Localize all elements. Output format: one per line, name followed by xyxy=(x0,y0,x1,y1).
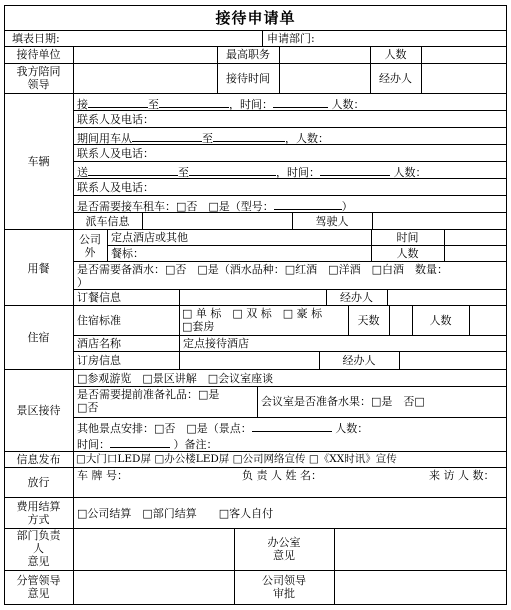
other-spots-line xyxy=(77,420,368,435)
grid-divider xyxy=(334,528,335,605)
send-time-text: ，时间： xyxy=(276,166,320,179)
office-opinion-label xyxy=(234,536,334,562)
rental-model-blank[interactable] xyxy=(274,198,342,210)
apply-dept-label: 申请部门: xyxy=(267,32,315,45)
dept-head-opinion-label xyxy=(4,529,73,568)
scenic-bottom-rule xyxy=(4,451,507,452)
grid-divider xyxy=(179,289,180,305)
title-bottom-rule xyxy=(4,30,507,31)
grid-divider xyxy=(469,305,470,335)
vehicle-rule xyxy=(73,127,507,128)
info-release-label: 信息发布 xyxy=(16,453,61,466)
period-from-blank[interactable] xyxy=(132,130,202,142)
grid-divider xyxy=(142,212,143,229)
send-from-blank[interactable] xyxy=(88,164,178,176)
rental-text[interactable]: 是否需要接车租车：□否 □是（型号： xyxy=(77,200,274,213)
escort-leader-label xyxy=(4,65,73,91)
other-spots-text[interactable]: 其他景点安排：□否 □是（景点： xyxy=(77,422,252,435)
grid-divider xyxy=(387,289,388,305)
period-from-text: 期间用车从 xyxy=(77,132,132,145)
other-spots-count: 人数： xyxy=(335,422,369,435)
scenic-time-text: 时间： xyxy=(77,438,110,451)
driver-label: 驾驶人 xyxy=(315,215,349,228)
dining-time-label: 时间 xyxy=(396,231,419,244)
grid-divider xyxy=(444,229,445,261)
other-spots-blank[interactable] xyxy=(252,420,332,432)
pickup-contact: 联系人及电话： xyxy=(77,113,154,126)
outside-line2: 外 xyxy=(84,246,96,259)
dispatch-info-label: 派车信息 xyxy=(85,215,130,228)
dining-rule xyxy=(73,261,507,262)
lodging-rule xyxy=(73,335,507,336)
date-row-rule xyxy=(4,46,507,47)
settlement-line2: 方式 xyxy=(27,513,50,526)
fruit-options[interactable]: 会议室是否准备水果：□是 否□ xyxy=(261,395,425,408)
settlement-label xyxy=(4,500,73,526)
lodging-handler-label: 经办人 xyxy=(342,354,376,367)
label-column-rule xyxy=(73,46,74,605)
border-bottom xyxy=(4,604,507,605)
release-row-rule xyxy=(4,497,507,498)
release-label: 放行 xyxy=(27,476,50,489)
scenic-remark-text: ）备注： xyxy=(173,438,218,451)
scenic-options[interactable]: □参观游览 □景区讲解 □会议室座谈 xyxy=(77,372,274,385)
grid-divider xyxy=(279,46,280,93)
send-time-blank[interactable] xyxy=(320,164,390,176)
reception-time-label: 接待时间 xyxy=(226,72,270,85)
hotel-or-other-label: 定点酒店或其他 xyxy=(111,231,188,244)
dining-handler-label: 经办人 xyxy=(340,291,373,304)
lodging-section-label: 住宿 xyxy=(27,331,50,344)
grid-divider xyxy=(372,212,373,229)
period-line xyxy=(77,130,329,145)
company-leader-line2: 审批 xyxy=(273,587,295,600)
dept-head-line3: 意见 xyxy=(27,555,50,568)
escort-handler-label: 经办人 xyxy=(379,72,412,85)
wine-line-end: ） xyxy=(77,276,88,289)
send-text: 送 xyxy=(77,166,88,179)
settlement-row-rule xyxy=(4,528,507,529)
lodging-standard-label: 住宿标准 xyxy=(77,314,121,327)
lodging-rule xyxy=(73,351,507,352)
border-right xyxy=(506,5,507,605)
settlement-options[interactable]: □公司结算 □部门结算 □客人自付 xyxy=(77,507,274,520)
pickup-count-text: 人数： xyxy=(331,98,365,111)
wine-line[interactable]: 是否需要备酒水：□否 □是（酒水品种：□红酒 □洋酒 □白酒 数量： xyxy=(77,263,448,276)
form-title: 接待申请单 xyxy=(215,9,296,27)
vehicle-rule xyxy=(73,161,507,162)
responsible-person-label: 负 责 人 姓 名： xyxy=(242,469,322,482)
company-leader-line1: 公司领导 xyxy=(262,574,306,587)
date-divider xyxy=(262,30,263,46)
grid-divider xyxy=(421,46,422,93)
dept-head-line2: 人 xyxy=(33,542,44,555)
deputy-line2: 意见 xyxy=(27,587,50,600)
booking-info-label: 订房信息 xyxy=(77,354,121,367)
grid-divider xyxy=(257,386,258,417)
period-contact: 联系人及电话： xyxy=(77,147,154,160)
period-to-text: 至 xyxy=(202,132,213,145)
pickup-time-blank[interactable] xyxy=(273,96,328,108)
plate-number-label: 车 牌 号： xyxy=(77,469,128,482)
period-to-blank[interactable] xyxy=(213,130,285,142)
meal-standard-label: 餐标： xyxy=(111,247,144,260)
gift-line2[interactable]: □否 xyxy=(77,401,99,414)
dining-bottom-rule xyxy=(4,305,507,306)
room-type-line2[interactable]: □套房 xyxy=(182,320,215,333)
grid-divider xyxy=(399,351,400,369)
pickup-text: 接 xyxy=(77,98,88,111)
lodging-days-label: 天数 xyxy=(357,314,380,327)
dining-rule xyxy=(73,289,507,290)
scenic-time-line xyxy=(77,436,218,451)
scenic-section-label: 景区接待 xyxy=(16,404,61,417)
hotel-name-value: 定点接待酒店 xyxy=(183,337,249,350)
send-to-text: 至 xyxy=(178,166,189,179)
room-type-options[interactable] xyxy=(182,307,322,333)
pickup-time-text: ，时间： xyxy=(229,98,273,111)
scenic-time-blank[interactable] xyxy=(110,436,170,448)
outside-company-label xyxy=(73,233,107,259)
pickup-from-blank[interactable] xyxy=(88,96,148,108)
grid-divider xyxy=(389,305,390,335)
scenic-rule xyxy=(73,386,507,387)
pickup-to-text: 至 xyxy=(148,98,159,111)
outside-line1: 公司 xyxy=(79,233,101,246)
vehicle-rule xyxy=(73,195,507,196)
rental-line xyxy=(77,198,353,213)
info-row-rule xyxy=(4,467,507,468)
dept-head-line1: 部门负责 xyxy=(16,529,61,542)
reception-unit-label: 接待单位 xyxy=(16,48,61,61)
escort-label-line2: 领导 xyxy=(27,78,50,91)
pickup-line xyxy=(77,96,365,111)
room-type-line1[interactable]: □ 单 标 □ 双 标 □ 豪 标 xyxy=(182,307,323,320)
grid-divider xyxy=(179,305,180,369)
grid-divider xyxy=(107,229,108,261)
border-top xyxy=(4,5,507,6)
dept-row-rule xyxy=(4,570,507,571)
lodging-count-label: 人数 xyxy=(429,314,452,327)
deputy-line1: 分管领导 xyxy=(16,574,61,587)
settlement-line1: 费用结算 xyxy=(16,500,61,513)
rental-end-text: ） xyxy=(341,200,353,213)
deputy-leader-opinion-label xyxy=(4,574,73,600)
office-line2: 意见 xyxy=(273,549,295,562)
dining-rule xyxy=(107,245,507,246)
hotel-name-label: 酒店名称 xyxy=(77,337,121,350)
company-leader-approval-label xyxy=(234,574,334,600)
unit-count-label: 人数 xyxy=(384,48,407,61)
scenic-rule xyxy=(73,417,507,418)
vehicle-section-label: 车辆 xyxy=(27,155,50,168)
reception-request-form xyxy=(4,5,507,605)
gift-options[interactable] xyxy=(77,388,219,414)
info-release-options[interactable]: □大门口LED屏 □办公楼LED屏 □公司网络宣传 □《XX时讯》宣传 xyxy=(76,453,397,465)
dining-section-label: 用餐 xyxy=(27,262,50,275)
dining-count-label: 人数 xyxy=(396,247,419,260)
send-contact: 联系人及电话： xyxy=(77,181,154,194)
gift-line1[interactable]: 是否需要提前准备礼品：□是 xyxy=(77,388,220,401)
office-line1: 办公室 xyxy=(267,536,301,549)
visitor-count-label: 来 访 人 数： xyxy=(429,469,495,482)
send-count-text: 人数： xyxy=(393,166,427,179)
highest-rank-label: 最高职务 xyxy=(226,48,270,61)
escort-label-line1: 我方陪同 xyxy=(16,65,61,78)
pickup-to-blank[interactable] xyxy=(159,96,229,108)
send-to-blank[interactable] xyxy=(189,164,276,176)
lodging-bottom-rule xyxy=(4,369,507,370)
escort-row-rule xyxy=(4,93,507,94)
order-info-label: 订餐信息 xyxy=(77,291,121,304)
send-line xyxy=(77,164,427,179)
unit-row-rule xyxy=(4,63,507,64)
vehicle-bottom-rule xyxy=(4,229,507,230)
fill-date-label: 填表日期: xyxy=(12,32,60,45)
period-count-text: ，人数： xyxy=(285,132,329,145)
